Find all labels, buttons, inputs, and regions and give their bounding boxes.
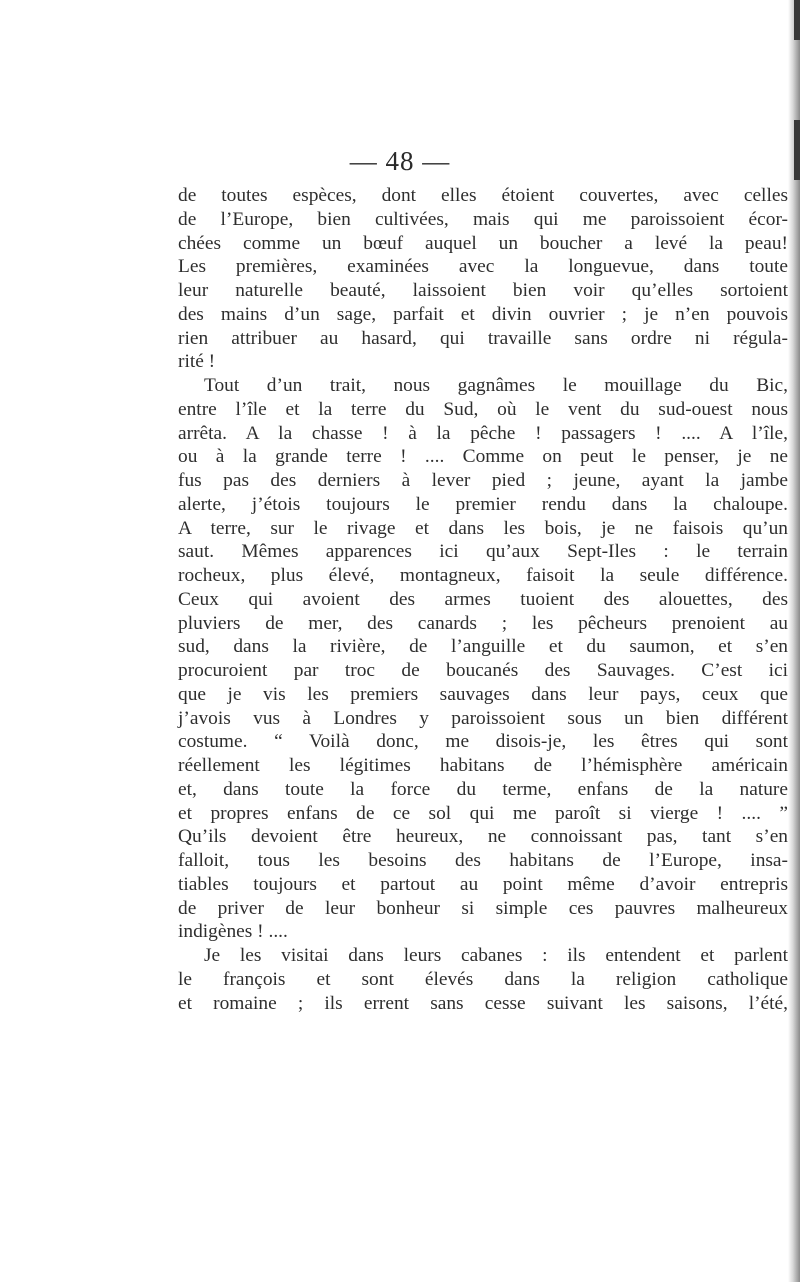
text-line: costume. “ Voilà donc, me disois-je, les êtres qui sont (178, 731, 788, 753)
text-line: de toutes espèces, dont elles étoient couvertes, avec celles (178, 185, 788, 206)
page-number: — 48 — (349, 146, 451, 176)
text-line: et propres enfans de ce sol qui me paroît si vierge ! .... ” (178, 802, 788, 824)
text-line: Qu’ils devoient être heureux, ne connoissant pas, tant s’en (178, 826, 788, 848)
text-line: et, dans toute la force du terme, enfans de la nature (178, 778, 788, 800)
text-line: Ceux qui avoient des armes tuoient des alouettes, des (178, 588, 788, 610)
text-line: alerte, j’étois toujours le premier rendu dans la chaloupe. (178, 493, 788, 515)
text-line: Tout d’un trait, nous gagnâmes le mouillage du Bic, (204, 375, 788, 396)
text-line: entre l’île et la terre du Sud, où le vent du sud-ouest nous (178, 398, 788, 420)
body-text (178, 184, 788, 1015)
text-line: Les premières, examinées avec la longuevue, dans toute (178, 256, 788, 278)
text-line: rien attribuer au hasard, qui travaille sans ordre ni régula- (178, 327, 788, 349)
text-line: rité ! (178, 351, 216, 373)
text-line: arrêta. A la chasse ! à la pêche ! passagers ! .... A l’île, (178, 422, 788, 444)
text-line: Je les visitai dans leurs cabanes : ils entendent et parlent (204, 945, 788, 966)
text-line: j’avois vus à Londres y paroissoient sous un bien différent (178, 707, 788, 729)
text-line: ou à la grande terre ! .... Comme on peut le penser, je ne (178, 446, 788, 468)
text-line: sud, dans la rivière, de l’anguille et du saumon, et s’en (178, 636, 788, 658)
text-line: indigènes ! .... (178, 921, 288, 943)
text-line: chées comme un bœuf auquel un boucher a levé la peau! (178, 232, 788, 254)
text-line: saut. Mêmes apparences ici qu’aux Sept-Iles : le terrain (178, 541, 788, 563)
text-line: des mains d’un sage, parfait et divin ouvrier ; je n’en pouvois (178, 303, 788, 325)
text-line: que je vis les premiers sauvages dans leur pays, ceux que (178, 683, 788, 705)
text-line: fus pas des derniers à lever pied ; jeune, ayant la jambe (178, 470, 788, 491)
text-line: réellement les légitimes habitans de l’hémisphère américain (178, 755, 788, 776)
text-line: de l’Europe, bien cultivées, mais qui me paroissoient écor- (178, 208, 788, 230)
page-edge-shadow (788, 0, 800, 1282)
text-line: A terre, sur le rivage et dans les bois, je ne faisois qu’un (178, 517, 788, 539)
text-line: et romaine ; ils errent sans cesse suivant les saisons, l’été, (178, 992, 788, 1014)
text-line: de priver de leur bonheur si simple ces pauvres malheureux (178, 897, 788, 919)
page-edge-dark-top (794, 0, 800, 40)
text-line: tiables toujours et partout au point même d’avoir entrepris (178, 873, 788, 895)
text-line: rocheux, plus élevé, montagneux, faisoit la seule différence. (178, 565, 788, 586)
text-line: pluviers de mer, des canards ; les pêcheurs prenoient au (178, 612, 788, 634)
text-line: falloit, tous les besoins des habitans de l’Europe, insa- (178, 850, 788, 871)
text-line: leur naturelle beauté, laissoient bien voir qu’elles sortoient (178, 280, 788, 301)
text-line: le françois et sont élevés dans la religion catholique (178, 968, 788, 990)
text-line: procuroient par troc de boucanés des Sauvages. C’est ici (178, 660, 788, 681)
